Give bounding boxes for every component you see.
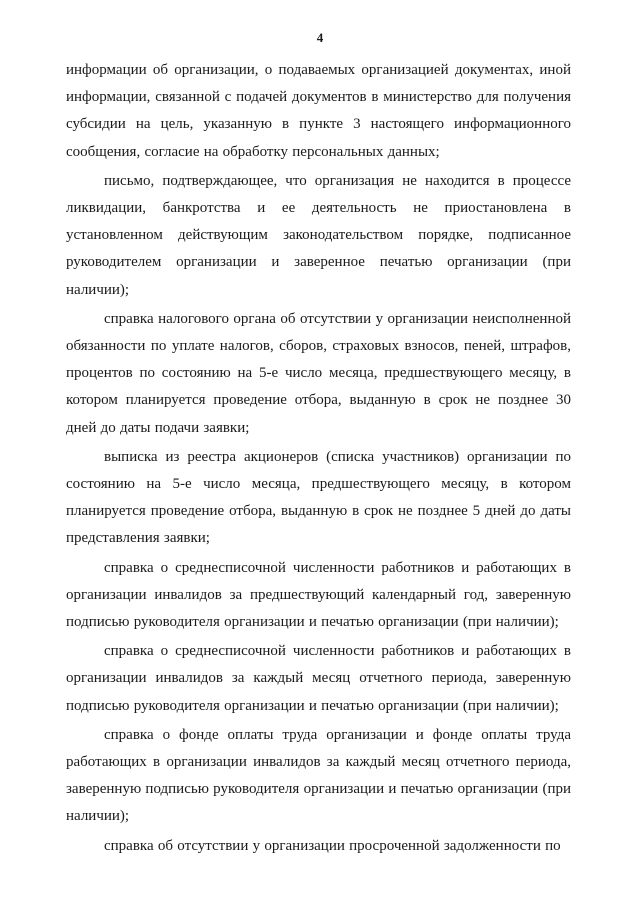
- paragraph-consent-continuation: информации об организации, о подаваемых организацией документах, иной информации, связанной с подачей документов в министерство для получения субсидии на цель, указанную в пункте 3 настоящего информационного сообщения, согласие на обработку персональных данных;: [66, 62, 571, 160]
- paragraph-tax-certificate: справка налогового органа об отсутствии у организации неисполненной обязанности по уплате налогов, сборов, страховых взносов, пеней, штрафов, процентов по состоянию на 5-е число месяца, предшествующего месяцу, в котором планируется проведение отбора, выданную в срок не позднее 30 дней до даты подачи заявки;: [66, 310, 571, 436]
- paragraph-headcount-monthly: справка о среднесписочной численности работников и работающих в организации инвалидов за каждый месяц отчетного периода, заверенную подписью руководителя организации и печатью организации (при наличии);: [66, 643, 571, 714]
- paragraph-headcount-annual: справка о среднесписочной численности работников и работающих в организации инвалидов за предшествующий календарный год, заверенную подписью руководителя организации и печатью организации (при наличии);: [66, 559, 571, 631]
- document-body: [66, 57, 571, 862]
- paragraph-payroll-fund: справка о фонде оплаты труда организации и фонде оплаты труда работающих в организации инвалидов за каждый месяц отчетного периода, заверенную подписью руководителя организации и печатью организации (при наличии);: [66, 726, 571, 825]
- paragraph-liquidation-letter: письмо, подтверждающее, что организация не находится в процессе ликвидации, банкротства и ее деятельность не приостановлена в установленном действующим законодательством порядке, подписанное руководителем организации и заверенное печатью организации (при наличии);: [66, 172, 571, 298]
- paragraph-shareholder-register: выписка из реестра акционеров (списка участников) организации по состоянию на 5-е число месяца, предшествующего месяцу, в котором планируется проведение отбора, выданную в срок не позднее 5 дней до даты представления заявки;: [66, 448, 571, 547]
- page-number: 4: [316, 30, 324, 45]
- paragraph-overdue-debt: справка об отсутствии у организации просроченной задолженности по: [104, 837, 561, 854]
